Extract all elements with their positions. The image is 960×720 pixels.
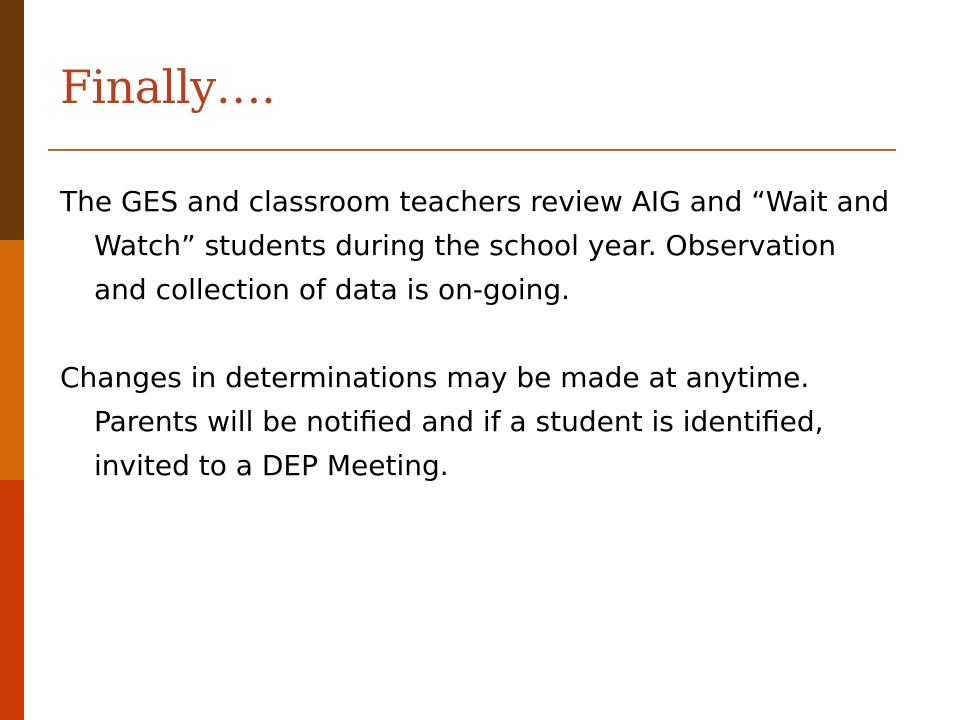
slide-body	[60, 180, 892, 488]
decorative-side-bar-bottom	[0, 480, 24, 720]
slide-title: Finally….	[60, 60, 276, 114]
body-paragraph-changes: Changes in determinations may be made at anytime. Parents will be notified and if a student is identified, invited to a DEP Meeting.	[60, 361, 824, 482]
title-underline-rule	[48, 149, 896, 151]
body-paragraph-review: The GES and classroom teachers review AIG and “Wait and Watch” students during the school year. Observation and collection of data is on-going.	[60, 185, 890, 306]
decorative-side-bar-top	[0, 0, 24, 240]
decorative-side-bar-middle	[0, 240, 24, 480]
